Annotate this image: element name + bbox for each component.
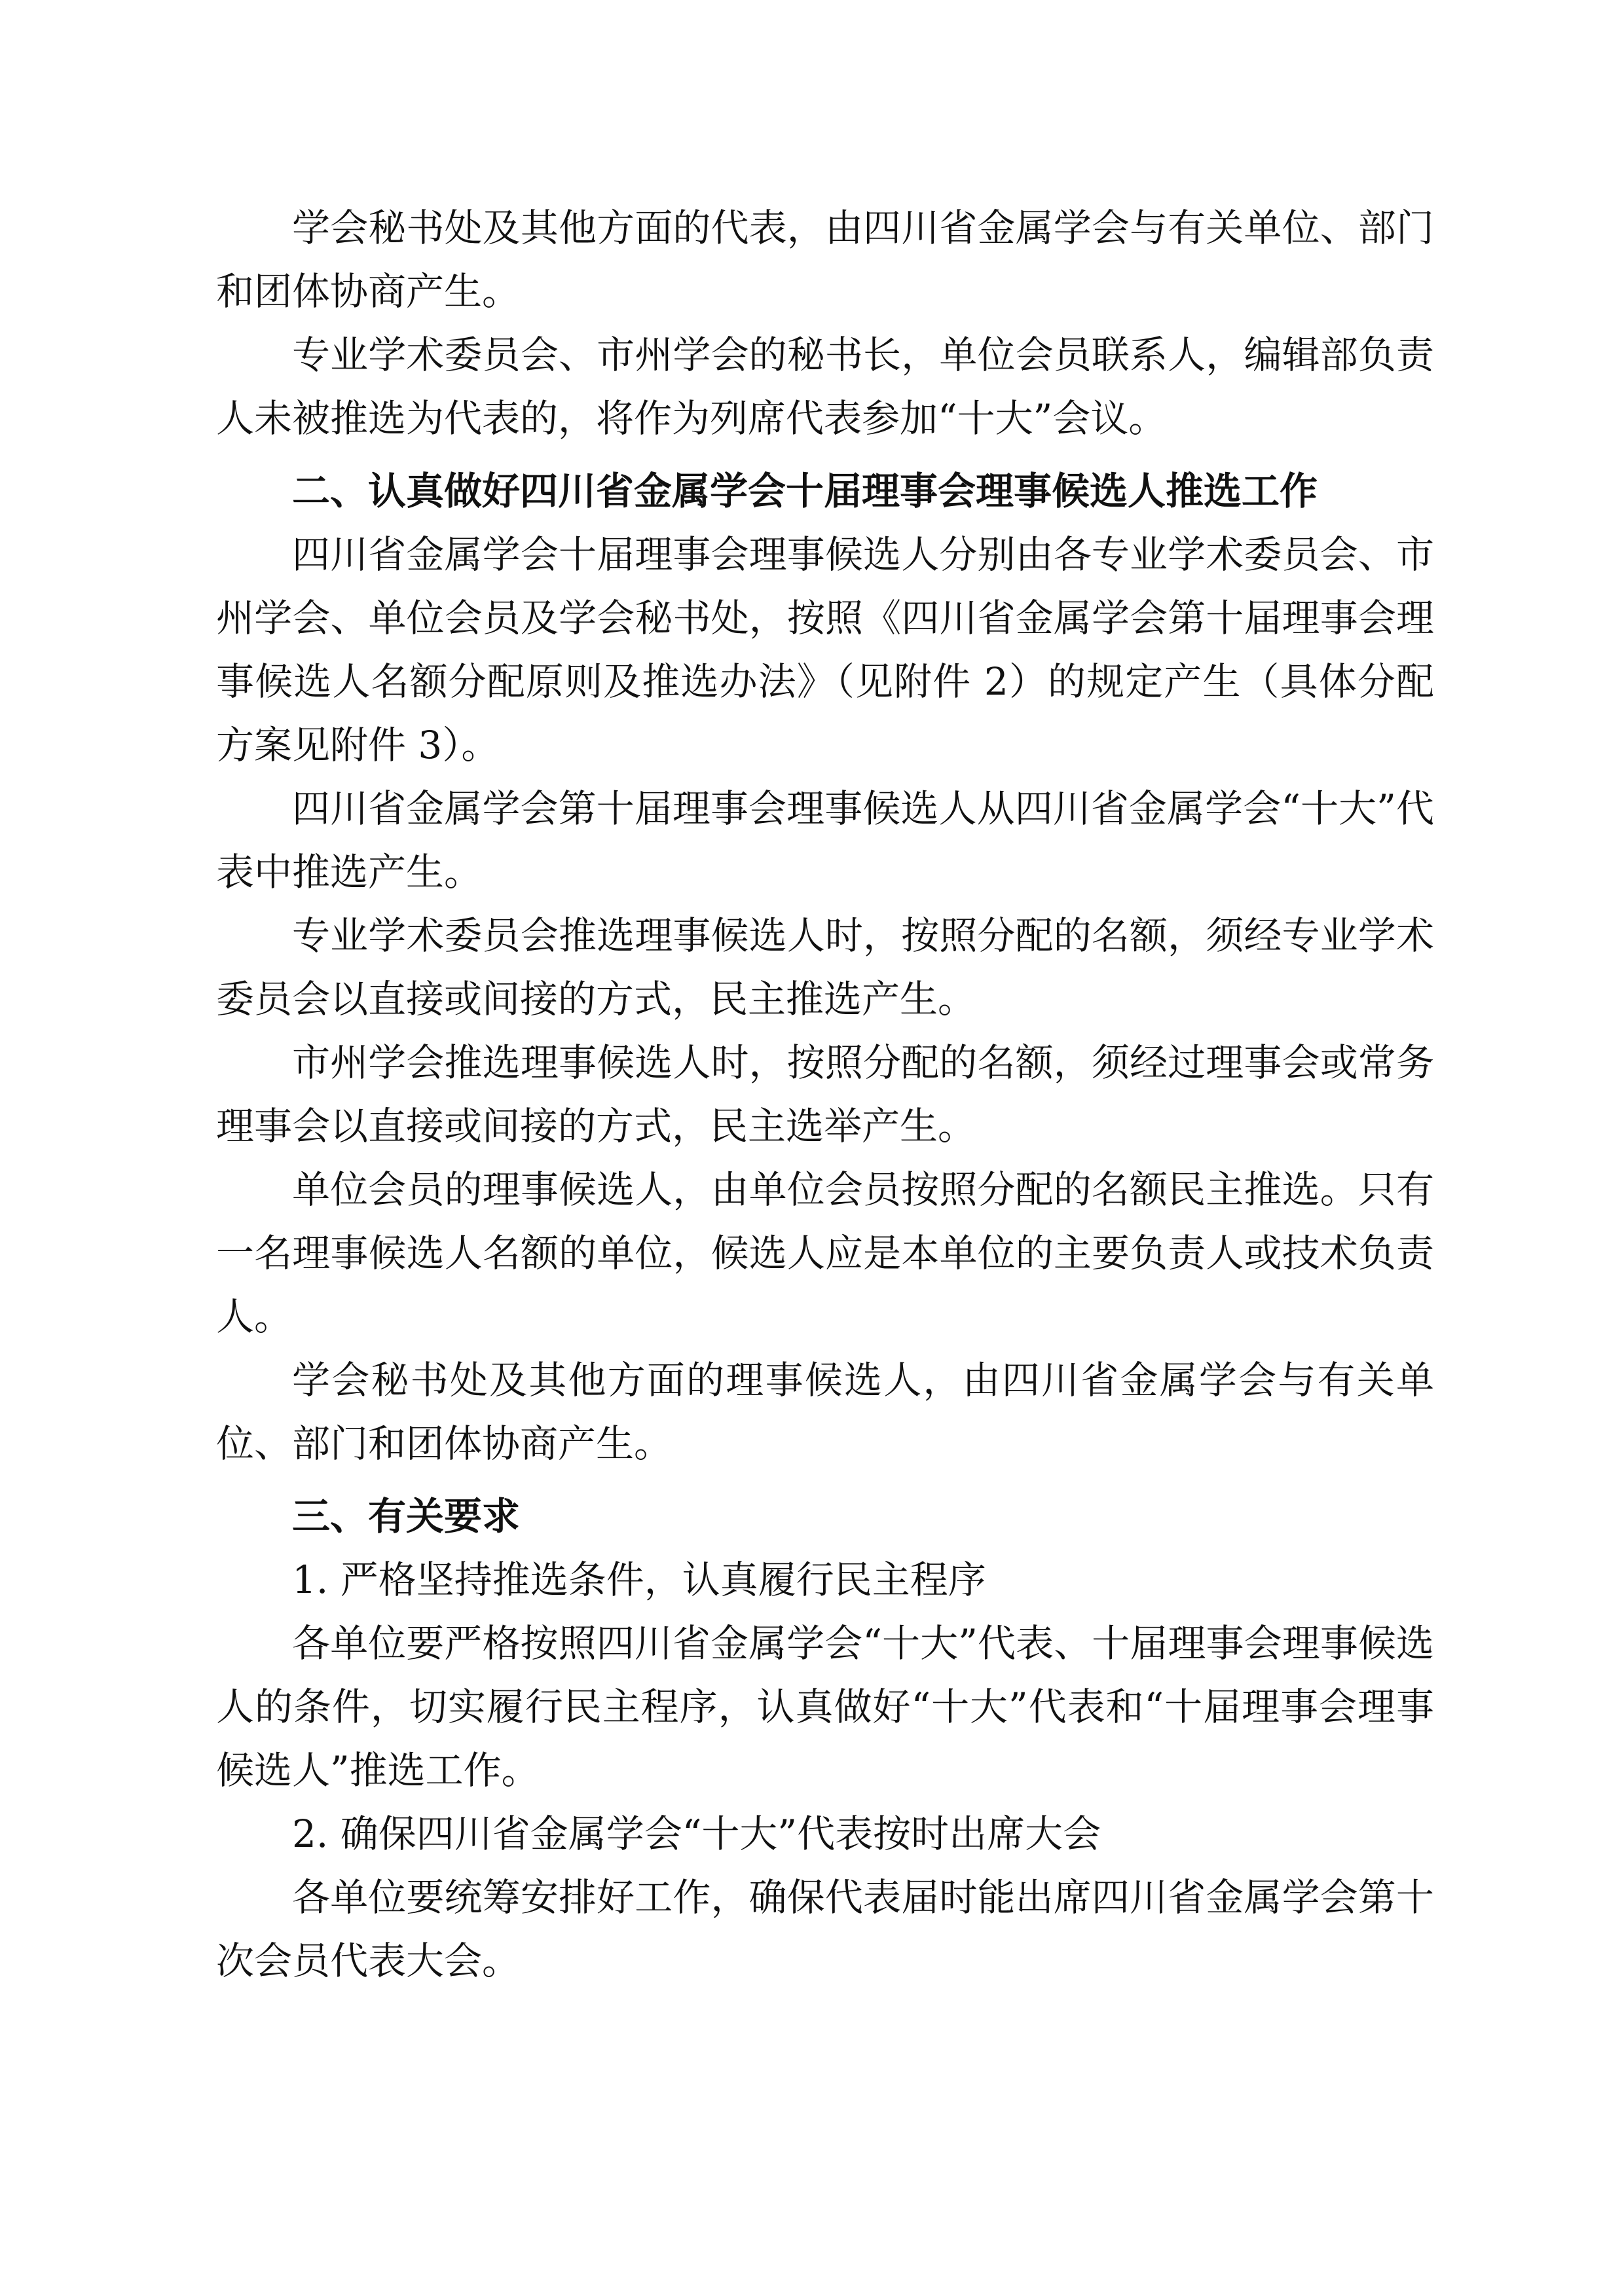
paragraph: 各单位要统筹安排好工作，确保代表届时能出席四川省金属学会第十次会员代表大会。 — [216, 1875, 1434, 1983]
paragraph: 专业学术委员会、市州学会的秘书长，单位会员联系人，编辑部负责人未被推选为代表的，将作为列席代表参加“十大”会议。 — [216, 333, 1434, 441]
paragraph: 四川省金属学会第十届理事会理事候选人从四川省金属学会“十大”代表中推选产生。 — [216, 786, 1434, 894]
paragraph: 专业学术委员会推选理事候选人时，按照分配的名额，须经专业学术委员会以直接或间接的方式，民主推选产生。 — [216, 913, 1434, 1021]
paragraph: 四川省金属学会十届理事会理事候选人分别由各专业学术委员会、市州学会、单位会员及学会秘书处，按照《四川省金属学会第十届理事会理事候选人名额分配原则及推选办法》（见附件 2）的规定产生（具体分配方案见附件 3）。 — [216, 532, 1434, 767]
paragraph: 单位会员的理事候选人，由单位会员按照分配的名额民主推选。只有一名理事候选人名额的单位，候选人应是本单位的主要负责人或技术负责人。 — [216, 1167, 1434, 1339]
paragraph: 各单位要严格按照四川省金属学会“十大”代表、十届理事会理事候选人的条件，切实履行民主程序，认真做好“十大”代表和“十届理事会理事候选人”推选工作。 — [216, 1621, 1434, 1793]
section-heading: 二、认真做好四川省金属学会十届理事会理事候选人推选工作 — [292, 469, 1318, 513]
paragraph: 学会秘书处及其他方面的理事候选人，由四川省金属学会与有关单位、部门和团体协商产生。 — [216, 1358, 1434, 1466]
section-heading: 三、有关要求 — [292, 1494, 521, 1539]
subsection-heading: 1. 严格坚持推选条件，认真履行民主程序 — [292, 1558, 986, 1602]
paragraph: 学会秘书处及其他方面的代表，由四川省金属学会与有关单位、部门和团体协商产生。 — [216, 206, 1434, 314]
subsection-heading: 2. 确保四川省金属学会“十大”代表按时出席大会 — [292, 1812, 1101, 1856]
document-body — [216, 196, 1434, 1993]
paragraph: 市州学会推选理事候选人时，按照分配的名额，须经过理事会或常务理事会以直接或间接的方式，民主选举产生。 — [216, 1040, 1434, 1148]
